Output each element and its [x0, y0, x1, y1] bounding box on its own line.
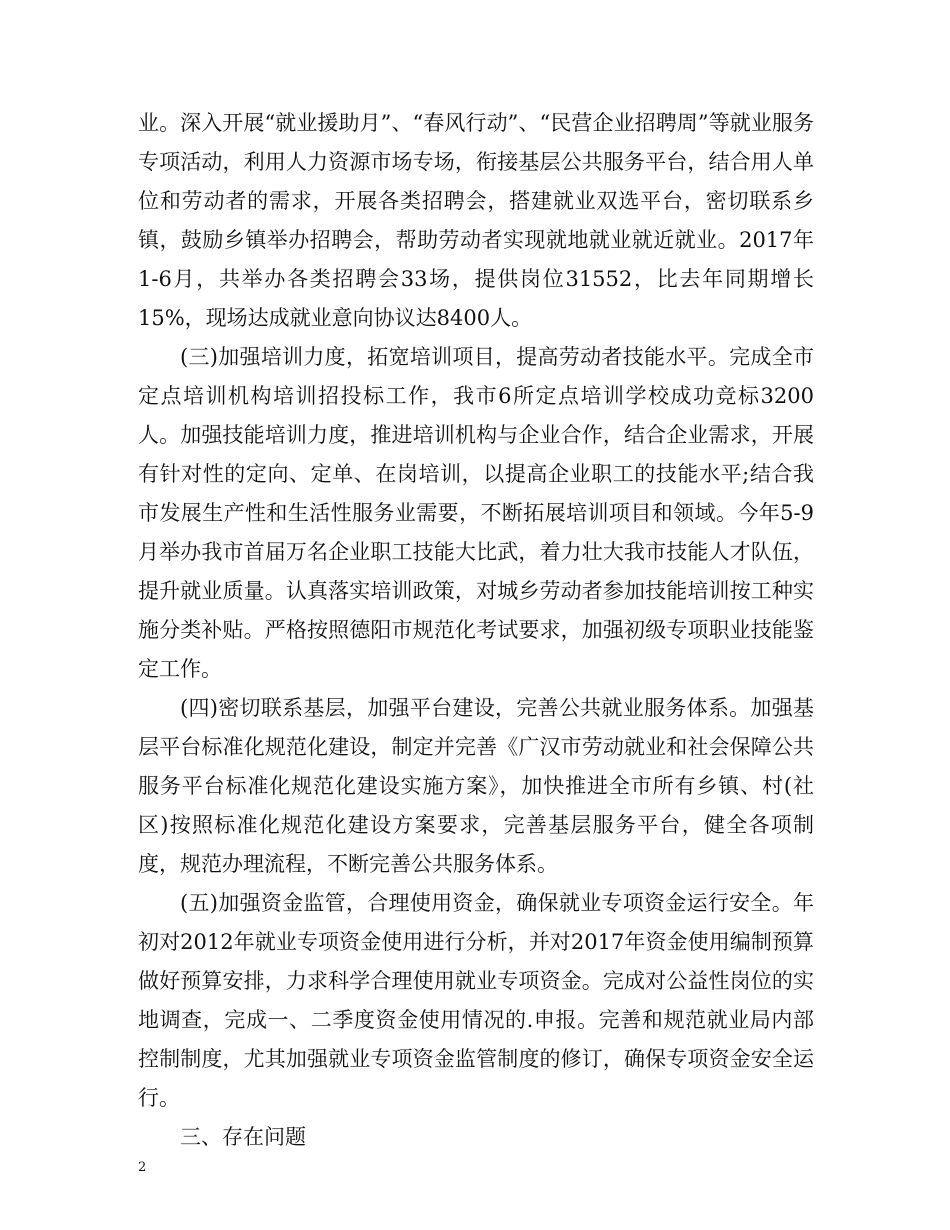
paragraph-employment-services: 业。深入开展“就业援助月”、“春风行动”、“民营企业招聘周”等就业服务专项活动，利用人力资源市场专场，衔接基层公共服务平台，结合用人单位和劳动者的需求，开展各类招聘会，搭建就业双选平台，密切联系乡镇，鼓励乡镇举办招聘会，帮助劳动者实现就地就业就近就业。2017年1-6月，共举办各类招聘会33场，提供岗位31552，比去年同期增长15%，现场达成就业意向协议达8400人。	[138, 111, 814, 330]
paragraph-training: (三)加强培训力度，拓宽培训项目，提高劳动者技能水平。完成全市定点培训机构培训招投标工作，我市6所定点培训学校成功竞标3200 人。加强技能培训力度，推进培训机构与企业合作，结合企业需求，开展有针对性的定向、定单、在岗培训，以提高企业职工的技能水平;结合我市发展生产性和生活性服务业需要，不断拓展培训项目和领域。今年5-9月举办我市首届万名企业职工技能大比武，着力壮大我市技能人才队伍，提升就业质量。认真落实培训政策，对城乡劳动者参加技能培训按工种实施分类补贴。严格按照德阳市规范化考试要求，加强初级专项职业技能鉴定工作。	[138, 345, 814, 681]
body-text	[138, 104, 814, 1157]
page-number: 2	[138, 1160, 147, 1175]
paragraph-platform-building: (四)密切联系基层，加强平台建设，完善公共就业服务体系。加强基层平台标准化规范化建设，制定并完善《广汉市劳动就业和社会保障公共服务平台标准化规范化建设实施方案》，加快推进全市所有乡镇、村(社区)按照标准化规范化建设方案要求，完善基层服务平台，健全各项制度，规范办理流程，不断完善公共服务体系。	[138, 696, 814, 876]
paragraph-fund-supervision: (五)加强资金监管，合理使用资金，确保就业专项资金运行安全。年初对2012年就业专项资金使用进行分析，并对2017年资金使用编制预算做好预算安排，力求科学合理使用就业专项资金。完成对公益性岗位的实地调查，完成一、二季度资金使用情况的.申报。完善和规范就业局内部控制制度，尤其加强就业专项资金监管制度的修订，确保专项资金安全运行。	[138, 891, 814, 1110]
section-heading-problems: 三、存在问题	[180, 1125, 306, 1149]
